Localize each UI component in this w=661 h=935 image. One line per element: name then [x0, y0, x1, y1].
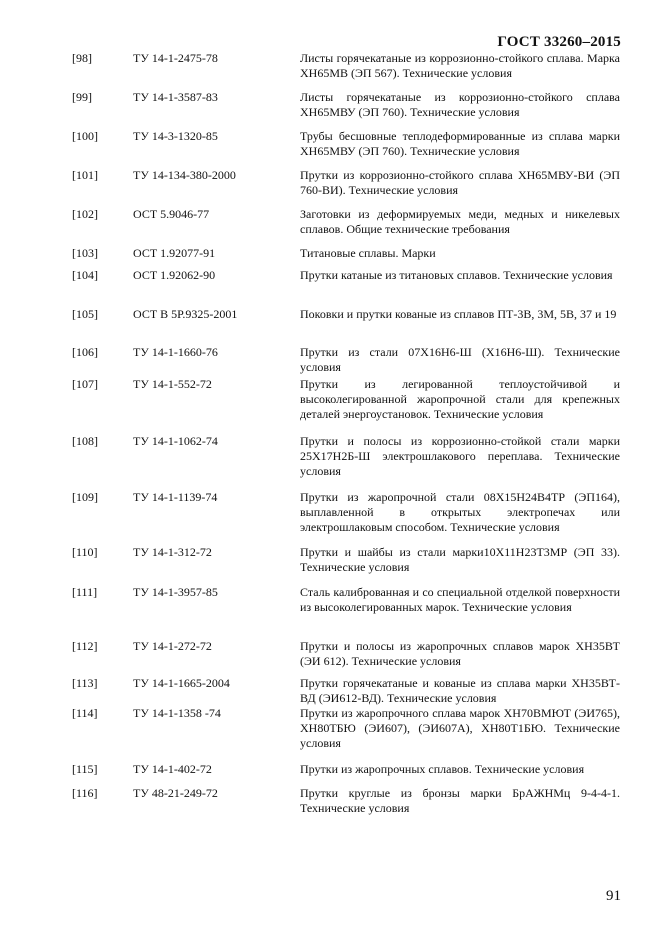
entry-number: [104] — [72, 268, 98, 282]
entry-code: ТУ 14-1-402-72 — [133, 762, 212, 776]
document-header: ГОСТ 33260–2015 — [497, 34, 621, 50]
entry-number: [114] — [72, 706, 98, 720]
reference-entry — [0, 246, 661, 268]
entry-number: [102] — [72, 207, 98, 221]
entry-description: Листы горячекатаные из коррозионно-стойкого сплава. Марка ХН65МВ (ЭП 567). Технические условия — [300, 51, 620, 80]
entry-code: ТУ 14-1-3957-85 — [133, 585, 218, 599]
entry-description: Заготовки из деформируемых меди, медных и никелевых сплавов. Общие технические требования — [300, 207, 620, 236]
entry-number: [106] — [72, 345, 98, 359]
entry-code: ОСТ 1.92077-91 — [133, 246, 216, 260]
reference-entry — [0, 585, 661, 639]
entry-description: Прутки из стали 07Х16Н6-Ш (Х16Н6-Ш). Технические условия — [300, 345, 620, 374]
reference-entry — [0, 706, 661, 762]
reference-entry — [0, 434, 661, 490]
entry-number: [110] — [72, 545, 98, 559]
entry-description: Прутки из жаропрочной стали 08Х15Н24В4ТР (ЭП164), выплавленной в открытых электропечах или электрошлаковым способом. Технические условия — [300, 490, 620, 534]
entry-code: ТУ 14-1-1665-2004 — [133, 676, 230, 690]
entry-description: Прутки и шайбы из стали марки10Х11Н23Т3МР (ЭП 33). Технические условия — [300, 545, 620, 574]
entry-number: [109] — [72, 490, 98, 504]
reference-entry — [0, 307, 661, 345]
entry-number: [111] — [72, 585, 98, 599]
reference-list — [0, 51, 661, 825]
reference-entry — [0, 90, 661, 129]
entry-description: Листы горячекатаные из коррозионно-стойкого сплава ХН65МВУ (ЭП 760). Технические условия — [300, 90, 620, 119]
entry-number: [107] — [72, 377, 98, 391]
entry-description: Прутки из жаропрочного сплава марок ХН70ВМЮТ (ЭИ765), ХН80ТБЮ (ЭИ607), (ЭИ607А), ХН80Т1БЮ. Технические условия — [300, 706, 620, 750]
entry-number: [113] — [72, 676, 98, 690]
entry-description: Прутки круглые из бронзы марки БрАЖНМц 9-4-4-1. Технические условия — [300, 786, 620, 815]
entry-code: ТУ 14-1-272-72 — [133, 639, 212, 653]
entry-code: ТУ 14-3-1320-85 — [133, 129, 218, 143]
page-number: 91 — [606, 888, 621, 904]
reference-entry — [0, 377, 661, 434]
reference-entry — [0, 639, 661, 676]
entry-code: ОСТ 5.9046-77 — [133, 207, 210, 221]
entry-code: ТУ 14-1-2475-78 — [133, 51, 218, 65]
entry-description: Прутки и полосы из жаропрочных сплавов марок ХН35ВТ (ЭИ 612). Технические условия — [300, 639, 620, 668]
entry-number: [99] — [72, 90, 92, 104]
entry-description: Прутки из жаропрочных сплавов. Технические условия — [300, 762, 585, 776]
entry-number: [105] — [72, 307, 98, 321]
entry-code: ТУ 14-1-312-72 — [133, 545, 212, 559]
reference-entry — [0, 490, 661, 545]
entry-description: Прутки и полосы из коррозионно-стойкой стали марки 25Х17Н2Б-Ш электрошлакового переплава. Технические условия — [300, 434, 620, 478]
entry-code: ТУ 14-1-552-72 — [133, 377, 212, 391]
entry-code: ТУ 14-1-1139-74 — [133, 490, 218, 504]
entry-description: Трубы бесшовные теплодеформированные из сплава марки ХН65МВУ (ЭП 760). Технические условия — [300, 129, 620, 158]
reference-entry — [0, 51, 661, 90]
entry-code: ТУ 14-1-1062-74 — [133, 434, 218, 448]
reference-entry — [0, 129, 661, 168]
reference-entry — [0, 545, 661, 585]
entry-number: [100] — [72, 129, 98, 143]
entry-description: Прутки из легированной теплоустойчивой и высоколегированной жаропрочной стали для крепежных деталей энергоустановок. Технические условия — [300, 377, 620, 421]
entry-code: ТУ 14-1-1660-76 — [133, 345, 218, 359]
entry-description: Прутки горячекатаные и кованые из сплава марки ХН35ВТ-ВД (ЭИ612-ВД). Технические условия — [300, 676, 620, 705]
reference-entry — [0, 168, 661, 207]
entry-description: Титановые сплавы. Марки — [300, 246, 436, 260]
entry-description: Сталь калиброванная и со специальной отделкой поверхности из высоколегированных марок. Технические условия — [300, 585, 620, 614]
reference-entry — [0, 345, 661, 377]
entry-description: Прутки из коррозионно-стойкого сплава ХН65МВУ-ВИ (ЭП 760-ВИ). Технические условия — [300, 168, 620, 197]
entry-number: [98] — [72, 51, 92, 65]
entry-description: Поковки и прутки кованые из сплавов ПТ-3В, 3М, 5В, 37 и 19 — [300, 307, 617, 321]
reference-entry — [0, 676, 661, 706]
entry-number: [112] — [72, 639, 98, 653]
entry-number: [108] — [72, 434, 98, 448]
entry-number: [115] — [72, 762, 98, 776]
entry-description: Прутки катаные из титановых сплавов. Технические условия — [300, 268, 613, 282]
entry-code: ТУ 14-134-380-2000 — [133, 168, 236, 182]
entry-code: ТУ 14-1-3587-83 — [133, 90, 218, 104]
reference-entry — [0, 268, 661, 307]
reference-entry — [0, 762, 661, 786]
entry-code: ОСТ В 5Р.9325-2001 — [133, 307, 238, 321]
entry-number: [101] — [72, 168, 98, 182]
entry-code: ТУ 14-1-1358 -74 — [133, 706, 221, 720]
entry-number: [116] — [72, 786, 98, 800]
reference-entry — [0, 207, 661, 246]
entry-code: ОСТ 1.92062-90 — [133, 268, 216, 282]
entry-number: [103] — [72, 246, 98, 260]
entry-code: ТУ 48-21-249-72 — [133, 786, 218, 800]
reference-entry — [0, 786, 661, 825]
